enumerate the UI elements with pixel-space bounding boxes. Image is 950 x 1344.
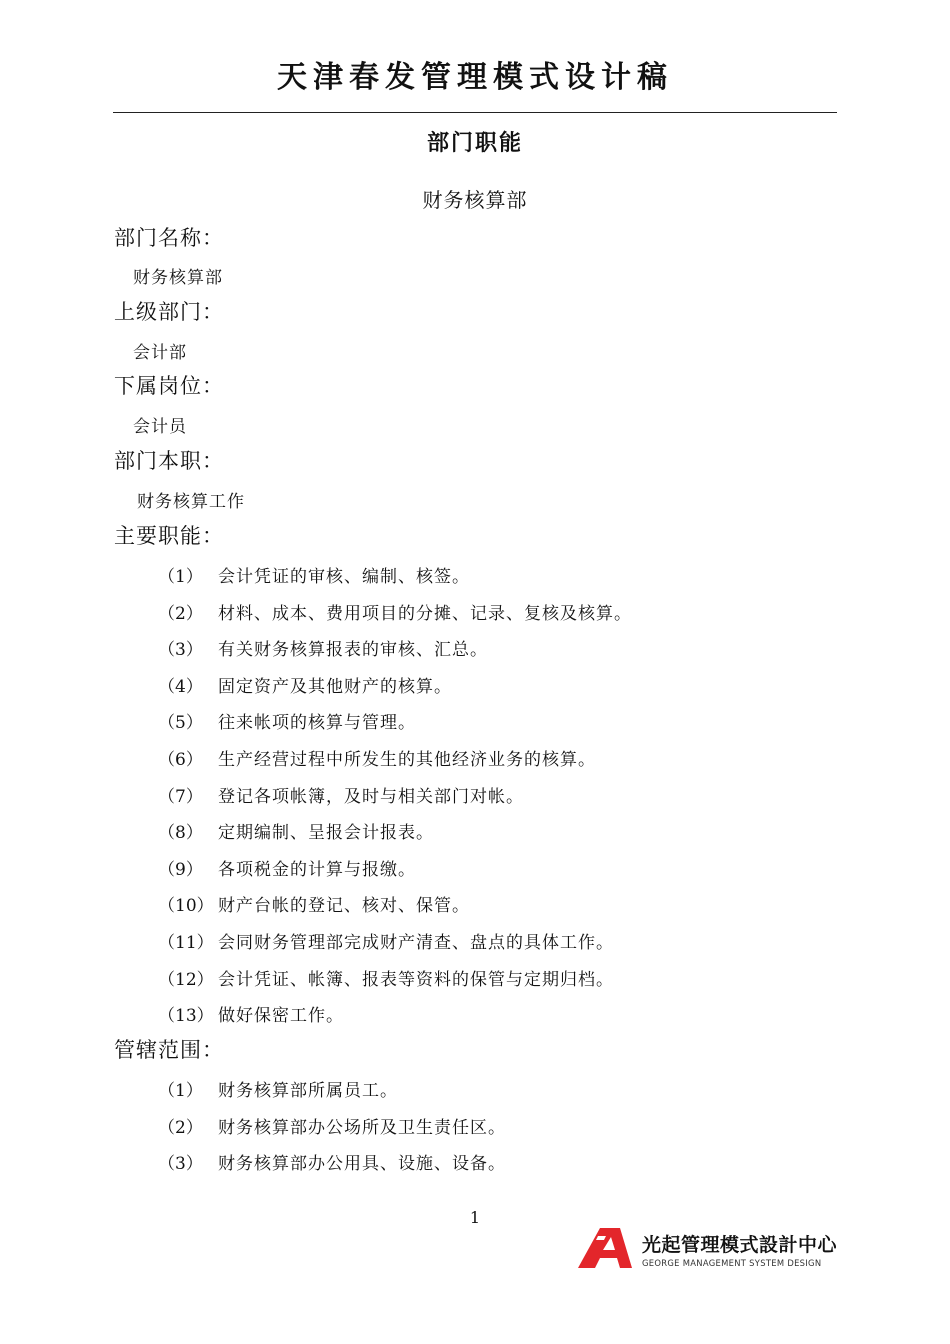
item-text: 往来帐项的核算与管理。 <box>218 713 416 734</box>
list-item <box>0 1076 950 1113</box>
item-text: 材料、成本、费用项目的分摊、记录、复核及核算。 <box>218 603 632 624</box>
item-text: 生产经营过程中所发生的其他经济业务的核算。 <box>218 749 596 770</box>
department-duty-value: 财务核算工作 <box>137 492 245 512</box>
item-text: 会计凭证的审核、编制、核签。 <box>218 567 470 587</box>
list-item <box>0 965 950 1002</box>
item-number: （2） <box>158 603 203 624</box>
item-text: 固定资产及其他财产的核算。 <box>218 676 452 697</box>
item-text: 财务核算部办公用具、设施、设备。 <box>218 1154 506 1175</box>
item-number: （1） <box>158 1081 203 1101</box>
page-number: 1 <box>469 1208 481 1227</box>
list-item <box>0 745 950 782</box>
subordinate-positions-label: 下属岗位： <box>114 374 224 398</box>
item-text: 财务核算部所属员工。 <box>218 1081 398 1101</box>
list-item <box>0 928 950 965</box>
list-item <box>0 782 950 819</box>
item-text: 会同财务管理部完成财产清查、盘点的具体工作。 <box>218 932 614 953</box>
list-item <box>0 855 950 892</box>
item-number: （10） <box>158 896 214 917</box>
item-number: （1） <box>158 567 203 587</box>
item-number: （11） <box>158 932 214 953</box>
item-text: 登记各项帐簿，及时与相关部门对帐。 <box>218 786 524 807</box>
item-number: （13） <box>158 1006 214 1027</box>
item-number: （5） <box>158 713 203 734</box>
item-number: （2） <box>158 1117 203 1138</box>
list-item <box>0 708 950 745</box>
item-text: 做好保密工作。 <box>218 1006 344 1027</box>
list-item <box>0 1113 950 1150</box>
item-text: 会计凭证、帐簿、报表等资料的保管与定期归档。 <box>218 969 614 990</box>
item-number: （3） <box>158 640 203 661</box>
footer-logo <box>576 1226 838 1270</box>
list-item <box>0 672 950 709</box>
department-title: 财务核算部 <box>422 188 528 212</box>
item-number: （4） <box>158 676 203 697</box>
item-number: （12） <box>158 969 214 990</box>
logo-english-text: GEORGE MANAGEMENT SYSTEM DESIGN <box>642 1258 822 1268</box>
main-functions-label: 主要职能： <box>114 524 224 548</box>
section-title: 部门职能 <box>426 131 523 156</box>
parent-department-label: 上级部门： <box>114 300 224 324</box>
logo-chinese-text: 光起管理模式設計中心 <box>642 1234 838 1256</box>
item-number: （8） <box>158 823 203 844</box>
item-text: 各项税金的计算与报缴。 <box>218 859 416 880</box>
department-name-value: 财务核算部 <box>133 268 223 288</box>
list-item <box>0 635 950 672</box>
list-item <box>0 818 950 855</box>
list-item <box>0 599 950 636</box>
item-text: 有关财务核算报表的审核、汇总。 <box>218 640 488 661</box>
list-item <box>0 1149 950 1186</box>
item-text: 财产台帐的登记、核对、保管。 <box>218 896 470 917</box>
item-text: 定期编制、呈报会计报表。 <box>218 823 434 844</box>
item-number: （6） <box>158 749 203 770</box>
document-title: 天津春发管理模式设计稿 <box>277 60 673 95</box>
item-text: 财务核算部办公场所及卫生责任区。 <box>218 1117 506 1138</box>
parent-department-value: 会计部 <box>133 343 187 363</box>
list-item <box>0 562 950 599</box>
department-name-label: 部门名称： <box>114 226 224 250</box>
item-number: （9） <box>158 859 203 880</box>
list-item <box>0 891 950 928</box>
list-item <box>0 1001 950 1038</box>
item-number: （3） <box>158 1154 203 1175</box>
title-divider <box>113 112 837 113</box>
logo-a-mark-icon <box>576 1226 636 1270</box>
department-duty-label: 部门本职： <box>114 449 224 473</box>
main-functions-list <box>0 562 950 1038</box>
subordinate-positions-value: 会计员 <box>133 417 187 437</box>
jurisdiction-scope-list <box>0 1076 950 1186</box>
item-number: （7） <box>158 786 203 807</box>
jurisdiction-scope-label: 管辖范围： <box>114 1038 224 1062</box>
